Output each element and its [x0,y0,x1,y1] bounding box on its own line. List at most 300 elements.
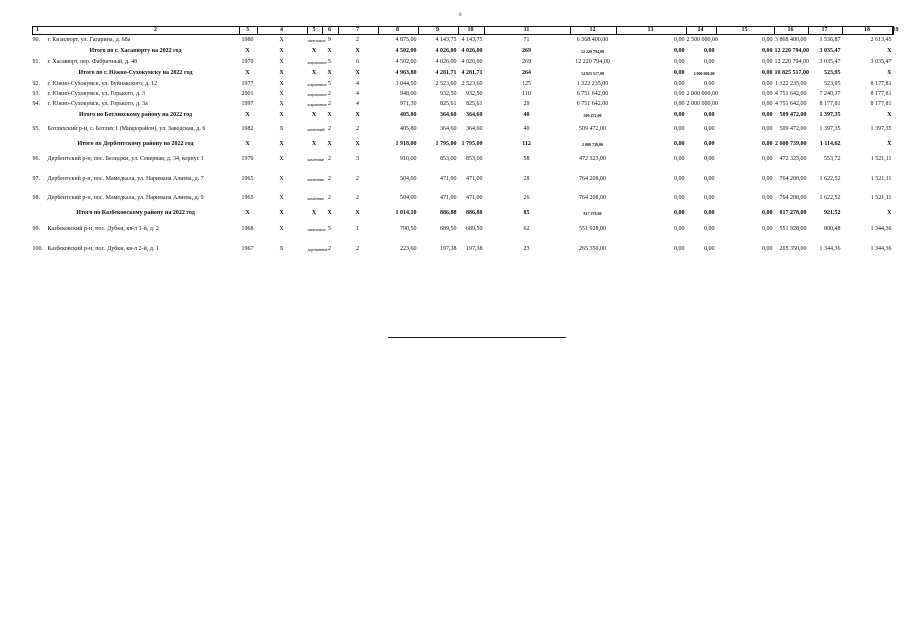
address-text: г. Хасавюрт, пер. Фабричный, д. 48 [47,58,138,65]
address-text: г. Южно-Сухокумск, ул. Горького, д. 3а [47,101,148,107]
cell-col-9: 2 523,60 [435,80,457,87]
cell-col-3: X [245,69,250,76]
cell-col-5: деревянные [307,247,328,252]
cell-col-5: кирпичные [307,59,327,65]
subtotal-row [33,46,893,57]
cell-col-16: 2 000 739,00 [775,140,807,147]
cell-col-10: 825,61 [466,101,483,107]
row-number: 97. [32,175,40,182]
address-cell [33,79,239,90]
address-text: г. Кизилюрт, ул. Гагарина, д. 68а [47,36,131,43]
cell-col-12: 12 220 794,00 [575,58,610,65]
cell-col-5: каменные [307,157,325,162]
address-cell [33,150,239,170]
cell-col-5: кирпичные [307,102,327,107]
cell-col-17: 553,72 [824,156,841,162]
cell-col-8: 504,00 [400,175,417,182]
cell-col-16: 551 928,00 [779,225,807,232]
table-row [33,121,893,139]
table-row [33,150,893,170]
address-cell [33,35,239,46]
cell-col-18: X [887,111,892,118]
cell-col-4: X [279,246,284,252]
subtotal-row [33,208,893,219]
cell-col-7: 2 [356,246,359,252]
cell-col-4: X [279,140,284,147]
cell-col-11: 125 [522,80,531,87]
cell-col-14: 0,00 [704,47,715,54]
cell-col-5: X [311,111,317,118]
cell-col-15: 0,00 [762,111,773,118]
cell-col-3: X [245,209,250,216]
subtotal-row [33,110,893,121]
row-number: 90. [32,36,40,43]
cell-col-5: каменные [307,176,325,182]
cell-col-18: 8 177,81 [870,91,892,97]
cell-col-12: 12 220 794,00 [581,48,604,54]
cell-col-10: 886,88 [466,209,483,216]
cell-col-12: 551 928,00 [579,225,606,232]
address-cell [33,100,239,110]
cell-col-6: 9 [328,36,331,43]
cell-col-10: 364,60 [466,126,483,132]
cell-col-13: 0,00 [674,91,685,97]
cell-col-18: X [887,47,892,54]
cell-col-8: 790,50 [400,225,417,232]
cell-col-9: 364,60 [440,126,457,132]
cell-col-15: 0,00 [762,209,773,216]
cell-col-4: X [279,36,284,43]
cell-col-18: 1 344,36 [870,246,892,252]
cell-col-9: 471,00 [440,175,457,182]
cell-col-6: X [327,111,332,118]
row-number: 94. [32,101,40,107]
cell-col-17: 1 536,87 [819,36,841,43]
table-row [33,170,893,189]
address-text: Дербентский р-н, пос. Мамедкала, ул. Наримана Алиева, д. 7 [47,175,204,182]
cell-col-10: 689,50 [466,225,483,232]
subtotal-label: Итого по Ботлихскому району на 2022 год [78,111,193,118]
cell-col-3: 2001 [241,91,254,97]
cell-col-16: 509 472,00 [779,111,807,118]
cell-col-17: 3 035,47 [819,58,841,65]
cell-col-8: 405,80 [400,111,417,118]
cell-col-4: X [279,69,284,76]
cell-col-9: 4 026,00 [435,58,457,65]
cell-col-4: X [279,126,284,132]
cell-col-9: 4 143,75 [435,36,457,43]
cell-col-16: 764 208,00 [779,194,807,201]
cell-col-16: 4 751 642,00 [775,91,807,97]
cell-col-16: 764 208,00 [779,175,807,182]
cell-col-13: 0,00 [674,101,685,107]
row-number: 93. [32,91,40,97]
address-cell [33,170,239,189]
table-row [33,57,893,68]
cell-col-13: 0,00 [674,140,685,147]
cell-col-16: 10 825 517,00 [774,69,809,76]
cell-col-11: 23 [523,246,530,252]
header-col-2: 2 [154,27,157,33]
cell-col-4: X [279,47,284,54]
cell-col-15: 0,00 [762,156,773,162]
address-text: Ботлихский р-н, с. Ботлих 1 (Микрорайон), ул. Заводская, д. 6 [47,126,206,132]
cell-col-13: 0,00 [674,111,685,118]
cell-col-14: 4 000 000,00 [693,70,715,76]
cell-col-3: 1982 [241,126,254,132]
cell-col-8: 504,00 [400,194,417,201]
cell-col-7: X [355,47,360,54]
row-number: 96. [32,156,40,162]
subtotal-row [33,139,893,150]
cell-col-18: 2 613,45 [870,36,892,43]
subtotal-label: Итого по Дербентскому району на 2022 год [77,140,194,147]
table-row [33,100,893,110]
header-col-5: 5 [307,27,322,35]
cell-col-4: X [279,209,284,216]
cell-col-3: 1977 [241,80,254,87]
cell-col-13: 0,00 [674,246,685,252]
cell-col-11: 269 [522,58,531,65]
cell-col-3: 1965 [241,175,254,182]
cell-col-6: 2 [328,101,331,107]
cell-col-15: 0,00 [762,69,773,76]
cell-col-15: 0,00 [762,140,773,147]
row-number: 91. [32,58,40,65]
cell-col-4: X [279,111,284,118]
page-number: 8 [459,13,462,18]
cell-col-8: 223,60 [400,246,417,252]
cell-col-5: каменные [307,195,325,201]
cell-col-5: панельные [307,226,326,232]
cell-col-15: 0,00 [762,246,773,252]
cell-col-15: 0,00 [762,91,773,97]
address-text: Дербентский р-н, пос. Белиджи, ул. Северная, д. 34, корпус 1 [47,156,204,162]
cell-col-10: 853,00 [466,156,483,162]
cell-col-14: 2 000 000,00 [686,91,718,97]
row-number: 92. [32,80,40,87]
subtotal-label: Итого по г. Южно-Сухокумску на 2022 год [78,69,193,76]
cell-col-18: 8 177,81 [870,101,892,107]
cell-col-10: 364,60 [466,111,483,118]
cell-col-10: 4 143,75 [461,36,483,43]
cell-col-10: 932,50 [466,91,483,97]
header-col-14: 14 [686,27,716,35]
cell-col-3: 1967 [241,246,254,252]
cell-col-18: X [887,69,892,76]
cell-col-15: 0,00 [762,175,773,182]
cell-col-13: 0,00 [674,225,685,232]
cell-col-15: 0,00 [762,101,773,107]
cell-col-7: 2 [356,36,359,43]
header-col-13: 13 [616,27,686,35]
cell-col-16: 12 220 794,00 [774,47,809,54]
cell-col-18: 1 521,11 [870,156,892,162]
subtotal-row [33,68,893,79]
header-col-18: 18 [842,27,893,35]
cell-col-12: 472 323,00 [579,156,606,162]
cell-col-16: 4 751 642,00 [775,101,807,107]
cell-col-8: 910,00 [400,156,417,162]
cell-col-5: X [311,140,317,147]
cell-col-15: 0,00 [762,225,773,232]
cell-col-17: 1 397,35 [819,111,841,118]
cell-col-11: 26 [523,194,530,201]
cell-col-12: 509 472,00 [579,126,606,132]
address-text: г. Южно-Сухокумск, ул. Горького, д. 3 [47,91,146,97]
cell-col-8: 4 875,00 [395,36,417,43]
cell-col-9: 853,00 [440,156,457,162]
cell-col-8: 971,30 [400,101,417,107]
cell-col-18: X [887,140,892,147]
cell-col-12: 2 000 739,00 [582,141,603,147]
cell-col-13: 0,00 [674,209,685,216]
cell-col-8: 1 014,10 [395,209,417,216]
row-number: 99. [32,225,40,232]
cell-col-3: 1997 [241,101,254,107]
cell-col-15: 0,00 [762,58,773,65]
cell-col-18: 8 177,81 [870,80,892,87]
cell-col-6: 5 [328,80,331,87]
cell-col-4: X [279,58,284,65]
cell-col-4: X [279,225,284,232]
cell-col-3: 1968 [241,225,254,232]
cell-col-18: 1 521,11 [870,175,892,182]
address-text: г. Южно-Сухокумск, ул. Буйнакского, д. 12 [47,80,158,87]
cell-col-17: 1 114,62 [819,140,841,147]
table-row [33,35,893,46]
cell-col-9: 197,38 [440,246,457,252]
cell-col-11: 85 [523,209,530,216]
cell-col-14: 2 500 000,00 [686,36,718,43]
cell-col-14: 0,00 [704,58,715,65]
cell-col-18: 1 344,36 [870,225,892,232]
subtotal-label: Итого по Казбековскому району на 2022 год [76,209,195,216]
header-col-1: 1 [36,27,39,33]
cell-col-11: 264 [522,69,531,76]
cell-col-14: 0,00 [704,194,715,201]
cell-col-9: 689,50 [440,225,457,232]
table-row [33,189,893,208]
cell-col-16: 3 868 400,00 [775,36,807,43]
cell-col-11: 112 [522,140,531,147]
cell-col-9: 471,00 [440,194,457,201]
address-text: Казбековский р-н, пос. Дубки, кв-л 1-й, д. 2 [47,225,159,232]
cell-col-14: 0,00 [704,175,715,182]
cell-col-17: 8 177,81 [819,101,841,107]
row-number: 95. [32,126,40,132]
address-cell [33,219,239,240]
cell-col-16: 509 472,00 [779,126,807,132]
header-col-10: 10 [458,27,484,35]
cell-col-7: 1 [356,225,359,232]
cell-col-10: 4 281,71 [461,69,483,76]
housing-register-table [32,26,899,260]
cell-col-15: 0,00 [762,126,773,132]
cell-col-5: X [311,47,317,54]
cell-col-11: 29 [523,101,530,107]
cell-col-3: X [245,140,250,147]
cell-col-7: 2 [356,194,359,201]
cell-col-7: 3 [356,156,359,162]
subtotal-label: Итого по г. Хасавюрту на 2022 год [89,47,182,54]
cell-col-17: 7 240,37 [819,91,841,97]
cell-col-12: 764 208,00 [579,194,606,201]
cell-col-10: 471,00 [466,194,483,201]
cell-col-15: 0,00 [762,36,773,43]
cell-col-14: 0,00 [704,126,715,132]
cell-col-17: 523,95 [824,69,841,76]
header-col-12: 12 [570,27,616,35]
cell-col-3: 1965 [241,194,254,201]
cell-col-16: 817 278,00 [779,209,807,216]
cell-col-17: 1 344,36 [819,246,841,252]
header-col-6: 6 [322,27,338,35]
cell-col-16: 265 350,00 [779,246,807,252]
cell-col-9: 825,61 [440,101,457,107]
table-body [33,35,893,260]
cell-col-17: 921,52 [824,209,841,216]
cell-col-7: 4 [356,91,359,97]
cell-col-6: 2 [328,91,331,97]
cell-col-12: 764 208,00 [579,175,606,182]
cell-col-13: 0,00 [674,126,685,132]
cell-col-12: 817 278,00 [583,210,602,216]
cell-col-8: 4 963,80 [395,69,417,76]
cell-col-16: 472 323,00 [779,156,807,162]
cell-col-7: X [355,209,360,216]
cell-col-6: X [327,140,332,147]
header-col-15: 15 [716,27,774,35]
cell-col-6: X [327,47,332,54]
cell-col-4: X [279,91,284,97]
cell-col-13: 0,00 [674,36,685,43]
cell-col-4: X [279,80,284,87]
address-cell [33,90,239,100]
cell-col-10: 4 026,00 [461,58,483,65]
header-col-4: 4 [257,27,307,35]
cell-col-17: 523,95 [824,80,841,87]
cell-col-11: 28 [523,175,530,182]
cell-col-14: 0,00 [704,209,715,216]
cell-col-3: 1970 [241,58,254,65]
address-cell [33,57,239,68]
cell-col-13: 0,00 [674,175,685,182]
cell-col-11: 40 [523,111,530,118]
cell-col-13: 0,00 [674,47,685,54]
cell-col-14: 0,00 [704,156,715,162]
cell-col-3: 1980 [241,36,254,43]
cell-col-12: 14 825 517,00 [581,70,604,76]
address-cell [33,121,239,139]
cell-col-7: 2 [356,126,359,132]
cell-col-18: 3 035,47 [870,58,892,65]
cell-col-9: 932,50 [440,91,457,97]
cell-col-3: X [245,111,250,118]
cell-col-18: X [887,209,892,216]
cell-col-7: 2 [356,175,359,182]
cell-col-14: 0,00 [704,80,715,87]
row-number: 98. [32,194,40,201]
end-divider-line [388,337,566,338]
cell-col-8: 1 918,00 [395,140,417,147]
cell-col-14: 0,00 [704,246,715,252]
cell-col-7: 6 [356,58,359,65]
cell-col-6: 5 [328,58,331,65]
cell-col-11: 62 [523,225,530,232]
cell-col-14: 0,00 [704,111,715,118]
cell-col-10: 4 026,00 [461,47,483,54]
cell-col-18: 1 397,35 [870,126,892,132]
cell-col-11: 110 [522,91,531,97]
cell-col-5: кирпичные [307,92,327,97]
row-number: 100. [32,246,43,252]
cell-col-9: 886,88 [440,209,457,216]
cell-col-11: 269 [522,47,531,54]
cell-col-11: 40 [523,126,530,132]
cell-col-4: X [279,101,284,107]
cell-col-13: 0,00 [674,58,685,65]
cell-col-12: 509 472,00 [583,112,602,118]
cell-col-8: 405,80 [400,126,417,132]
header-col-9: 9 [418,27,458,35]
table-row [33,90,893,100]
cell-col-17: 1 622,52 [819,175,841,182]
cell-col-6: X [327,69,332,76]
header-col-16: 16 [774,27,808,35]
cell-col-12: 1 322 235,00 [576,80,609,87]
cell-col-12: 265 350,00 [579,246,606,252]
cell-col-15: 0,00 [762,47,773,54]
cell-col-10: 197,38 [466,246,483,252]
cell-col-6: 2 [328,175,331,182]
cell-col-10: 1 795,00 [461,140,483,147]
address-text: Казбековский р-н, пос. Дубки, кв-л 2-й, д. 1 [47,246,159,252]
cell-col-6: 2 [328,194,331,201]
cell-col-6: 2 [328,126,331,132]
header-col-17: 17 [808,27,842,35]
header-col-11: 11 [484,27,570,35]
header-col-8: 8 [378,27,418,35]
cell-col-11: 71 [523,36,530,43]
cell-col-17: 1 622,52 [819,194,841,201]
cell-col-8: 4 502,00 [395,58,417,65]
cell-col-9: 1 795,00 [435,140,457,147]
cell-col-6: 2 [328,156,331,162]
cell-col-8: 948,00 [400,91,417,97]
cell-col-12: 6 751 642,00 [576,91,609,97]
address-text: Дербентский р-н, пос. Мамедкала, ул. Наримана Алиева, д. 9 [47,194,204,201]
cell-col-17: 3 035,47 [819,47,841,54]
column-number-row: 1 2 3 4 5 6 7 8 9 10 11 12 13 14 15 16 17 18 19 [33,27,893,35]
cell-col-16: 12 220 794,00 [774,58,809,65]
cell-col-17: 800,48 [824,225,841,232]
cell-col-14: 2 000 000,00 [686,101,718,107]
cell-col-5: каменный [307,127,325,132]
cell-col-7: 4 [356,80,359,87]
cell-col-10: 2 523,60 [461,80,483,87]
cell-col-4: X [279,194,284,201]
cell-col-16: 1 322 235,00 [775,80,807,87]
table-row [33,219,893,240]
header-col-3: 3 [239,27,257,35]
cell-col-3: 1979 [241,156,254,162]
cell-col-15: 0,00 [762,194,773,201]
table-row [33,79,893,90]
table-row [33,240,893,260]
cell-col-4: X [279,156,284,162]
cell-col-11: 58 [523,156,530,162]
